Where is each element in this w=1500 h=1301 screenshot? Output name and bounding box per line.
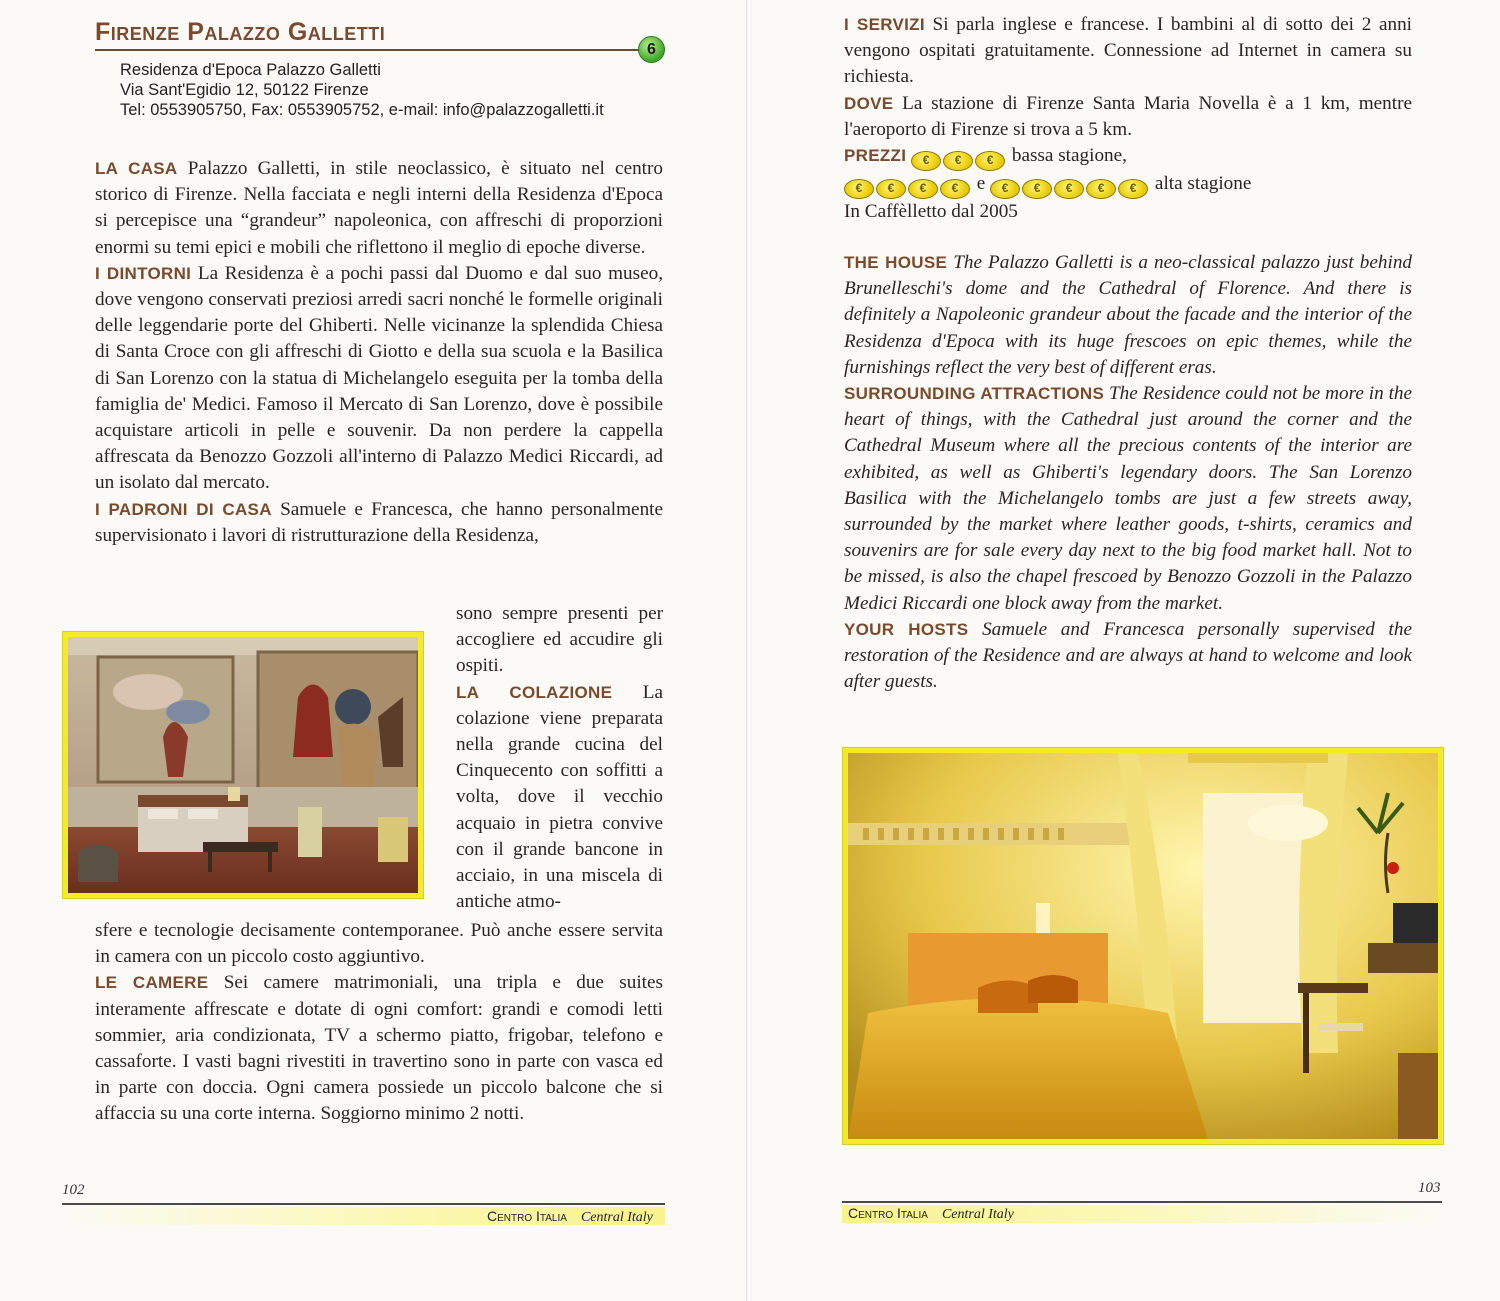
fresco-bedroom-image — [68, 637, 418, 893]
footer-rule — [62, 1203, 665, 1205]
section-surrounding: SURROUNDING ATTRACTIONS The Residence could not be more in the heart of things, with the Cathedral just around the corner and the Cathedral Museum where all the precious contents of the interior are exhibited, as well as Ghiberti's legendary doors. The San Lorenzo Basilica with the Michelangelo tombs are just a few streets away, surrounded by the market where leather goods, t-shirts, ceramics and souvenirs are for sale every day next to the big food market hall. Not to be missed, is also the chapel frescoed by Benozzo Gozzoli in the Palazzo Medici Riccardi one block away from the market. — [844, 383, 1413, 614]
section-servizi: I SERVIZI Si parla inglese e francese. I bambini al di sotto dei 2 anni vengono ospitati gratuitamente. Connessione ad Internet in camera su richiesta. — [844, 14, 1412, 88]
address-line: Via Sant'Egidio 12, 50122 Firenze — [120, 81, 369, 99]
right-page — [752, 0, 1500, 1301]
footer-region-it: Centro Italia — [848, 1205, 928, 1221]
footer-rule — [842, 1201, 1442, 1203]
euro-coin-icon: € — [1054, 179, 1084, 199]
section-camere: LE CAMERE Sei camere matrimoniali, una tripla e due suites interamente affrescate e dotate di ogni comfort: grandi e comodi letti sommier, aria condizionata, TV a schermo piatto, frigobar, telefono e cassaforte. I vasti bagni rivestiti in travertino sono in parte con vasca ed in parte con doccia. Ogni camera possiede un piccolo balcone che si affaccia su una corte interna. Soggiorno minimo 2 notti. — [95, 972, 663, 1125]
section-dove: DOVE La stazione di Firenze Santa Maria Novella è a 1 km, mentre l'aeroporto di Firenze si trova a 5 km. — [844, 92, 1413, 140]
italian-info-block — [844, 12, 1412, 225]
section-la-casa: LA CASA Palazzo Galletti, in stile neoclassico, è situato nel centro storico di Firenze. Nella facciata e negli interni della Residenza d'Epoca si percepisce una “grandeur” napoleonica, con affreschi di proporzioni enormi su temi epici e mobili che riflettono il meglio di epoche diverse. — [95, 158, 663, 258]
english-text-block — [844, 250, 1412, 695]
euro-coin-icon: € — [844, 179, 874, 199]
listing-number-badge: 6 — [638, 36, 665, 63]
italian-text-beside-photo — [456, 601, 663, 915]
section-the-house: THE HOUSE The Palazzo Galletti is a neo-classical palazzo just behind Brunelleschi's dome and the Cathedral of Florence. And there is definitely a Napoleonic grandeur about the facade and the interior of the Residenza d'Epoca with its huge frescoes on epic themes, while the furnishings reflect the very best of different eras. — [844, 252, 1413, 378]
italian-text-bottom — [95, 918, 663, 1128]
yellow-bedroom-image — [848, 753, 1438, 1139]
euro-coin-icon: € — [990, 179, 1020, 199]
footer-label — [487, 1208, 653, 1226]
euro-coin-icon: € — [1086, 179, 1116, 199]
section-padroni-cont: sono sempre presenti per accogliere ed accudire gli ospiti. — [456, 603, 663, 677]
price-high-label: alta stagione — [1154, 173, 1252, 195]
euro-coin-icon: € — [943, 151, 973, 171]
address-line: Residenza d'Epoca Palazzo Galletti — [120, 61, 381, 79]
footer-region-en: Central Italy — [941, 1207, 1014, 1222]
section-heading: I DINTORNI — [95, 263, 192, 283]
euro-coin-icon: € — [911, 151, 941, 171]
section-heading: SURROUNDING ATTRACTIONS — [844, 384, 1105, 404]
page-number: 102 — [62, 1182, 85, 1198]
section-prezzi — [844, 143, 1412, 171]
price-joiner: e — [976, 173, 986, 195]
fresco-bedroom-photo — [63, 632, 423, 898]
left-page — [0, 0, 748, 1301]
section-heading: PREZZI — [844, 146, 907, 166]
title-rule — [95, 49, 650, 51]
footer-region-it: Centro Italia — [487, 1208, 567, 1224]
euro-coin-icon: € — [1022, 179, 1052, 199]
page-title: Firenze Palazzo Galletti — [95, 18, 386, 46]
section-heading: LA COLAZIONE — [456, 682, 613, 702]
section-colazione-cont: sfere e tecnologie decisamente contemporanee. Può anche essere servita in camera con un piccolo costo aggiuntivo. — [95, 920, 663, 968]
yellow-bedroom-photo — [843, 748, 1443, 1144]
euro-coin-icon: € — [1118, 179, 1148, 199]
price-coins-high-min — [844, 173, 972, 194]
price-low-label: bassa stagione, — [1011, 145, 1127, 167]
section-heading: YOUR HOSTS — [844, 619, 969, 639]
footer-region-en: Central Italy — [580, 1210, 653, 1225]
section-heading: I SERVIZI — [844, 15, 925, 34]
footer-label — [848, 1205, 1014, 1223]
section-heading: LA CASA — [95, 159, 178, 178]
section-heading: DOVE — [844, 93, 894, 113]
since-line: In Caffèlletto dal 2005 — [844, 201, 1018, 223]
section-dintorni: I DINTORNI La Residenza è a pochi passi dal Duomo e dal suo museo, dove vengono conservati preziosi arredi sacri nonché le formelle originali delle leggendarie porte del Ghiberti. Nelle vicinanze la splendida Chiesa di Santa Croce con gli affreschi di Giotto e della sua scuola e la Basilica di San Lorenzo con la statua di Michelangelo eseguita per la tomba della famiglia de' Medici. Famoso il Mercato di San Lorenzo, dove è possibile acquistare articoli in pelle e souvenir. Da non perdere la cappella affrescata da Benozzo Gozzoli all'interno di Palazzo Medici Riccardi, ad un isolato dal mercato. — [95, 262, 663, 494]
address-block — [120, 60, 604, 120]
contact-line: Tel: 0553905750, Fax: 0553905752, e-mail: info@palazzogalletti.it — [120, 101, 604, 119]
euro-coin-icon: € — [940, 179, 970, 199]
section-your-hosts: YOUR HOSTS Samuele and Francesca personally supervised the restoration of the Residence and are always at hand to welcome and look after guests. — [844, 618, 1413, 693]
euro-coin-icon: € — [975, 151, 1005, 171]
price-high-row — [844, 171, 1412, 199]
page-number: 103 — [1418, 1180, 1441, 1196]
price-coins-high-max — [990, 173, 1150, 194]
section-heading: I PADRONI DI CASA — [95, 499, 272, 519]
section-padroni: I PADRONI DI CASA Samuele e Francesca, che hanno personalmente supervisionato i lavori di ristrutturazione della Residenza, — [95, 498, 664, 546]
price-coins-low — [911, 145, 1007, 166]
section-heading: LE CAMERE — [95, 973, 209, 993]
italian-text-top — [95, 156, 663, 549]
euro-coin-icon: € — [908, 179, 938, 199]
section-colazione: LA COLAZIONE La colazione viene preparata nella grande cucina del Cinquecento con soffitti a volta, dove il vecchio acquaio in pietra convive con il grande bancone in acciaio, in una miscela di antiche atmo- — [456, 681, 663, 913]
euro-coin-icon: € — [876, 179, 906, 199]
section-heading: THE HOUSE — [844, 253, 948, 272]
